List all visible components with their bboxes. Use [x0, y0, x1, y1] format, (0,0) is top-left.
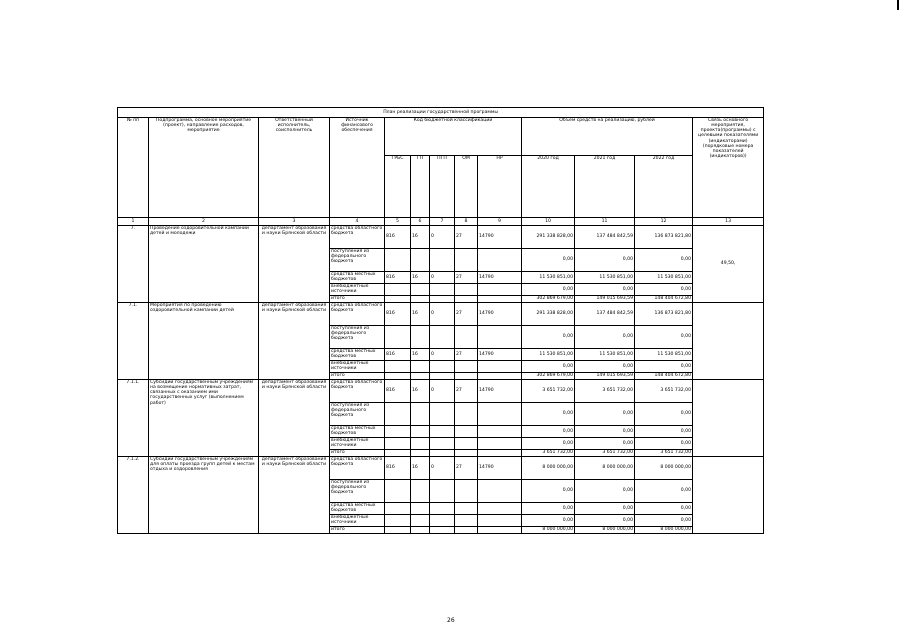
kbk-nr	[478, 503, 522, 515]
amount-2020: 0,00	[522, 403, 575, 426]
header-source: Источник финансового обеспечения	[330, 118, 385, 218]
amount-2022: 3 651 732,00	[635, 450, 693, 457]
funding-source: внебюджетные источники	[330, 438, 385, 450]
row-number: 7.1.1.	[118, 380, 149, 457]
header-grbs: ГРБС	[385, 156, 411, 218]
kbk-grbs	[385, 361, 411, 373]
kbk-om	[455, 296, 478, 303]
colnum: 2	[149, 218, 259, 226]
kbk-gp	[411, 326, 430, 349]
funding-source: поступления из федерального бюджета	[330, 249, 385, 272]
kbk-om	[455, 284, 478, 296]
kbk-gp: 16	[411, 226, 430, 249]
amount-2020: 291 338 828,00	[522, 303, 575, 326]
activity-name: Субсидии государственным учреждениям на возмещение нормативных затрат, связанных с оказанием ими государственных услуг (выполнением работ)	[149, 380, 259, 457]
kbk-om: 27	[455, 303, 478, 326]
colnum: 8	[455, 218, 478, 226]
amount-2022: 136 873 821,80	[635, 226, 693, 249]
indicator-link: 49,50,	[693, 226, 764, 303]
colnum: 6	[411, 218, 430, 226]
executor: департамент образования и науки Брянской области	[259, 303, 330, 380]
amount-2021: 149 015 693,59	[575, 373, 635, 380]
column-number-row	[118, 218, 764, 226]
kbk-nr	[478, 326, 522, 349]
kbk-gp: 16	[411, 380, 430, 403]
kbk-grbs	[385, 284, 411, 296]
kbk-pgp: 0	[430, 272, 455, 284]
kbk-pgp	[430, 503, 455, 515]
kbk-nr: 14790	[478, 272, 522, 284]
header-gp: ГП	[411, 156, 430, 218]
kbk-pgp	[430, 515, 455, 527]
amount-2020: 11 530 851,00	[522, 272, 575, 284]
amount-2021: 8 000 000,00	[575, 457, 635, 480]
header-volume: Объём средств на реализацию, рублей	[522, 118, 693, 156]
kbk-om: 27	[455, 380, 478, 403]
funding-source: средства областного бюджета	[330, 457, 385, 480]
amount-2021: 0,00	[575, 426, 635, 438]
table-row	[118, 226, 764, 249]
header-name: Подпрограмма, основное мероприятие (проект), направление расходов, мероприятие	[149, 118, 259, 218]
amount-2021: 137 484 842,59	[575, 226, 635, 249]
header-executor: Ответственный исполнитель, соисполнитель	[259, 118, 330, 218]
funding-source: средства местных бюджетов	[330, 503, 385, 515]
amount-2022: 0,00	[635, 326, 693, 349]
amount-2020: 0,00	[522, 438, 575, 450]
amount-2022: 8 000 000,00	[635, 527, 693, 534]
amount-2021: 0,00	[575, 249, 635, 272]
kbk-gp	[411, 438, 430, 450]
kbk-grbs	[385, 503, 411, 515]
kbk-pgp	[430, 403, 455, 426]
amount-2020: 0,00	[522, 503, 575, 515]
indicator-link	[693, 457, 764, 534]
kbk-om: 27	[455, 226, 478, 249]
row-number: 7.	[118, 226, 149, 303]
kbk-nr	[478, 373, 522, 380]
amount-2021: 0,00	[575, 403, 635, 426]
kbk-nr	[478, 361, 522, 373]
kbk-nr: 14790	[478, 349, 522, 361]
kbk-om	[455, 373, 478, 380]
kbk-nr: 14790	[478, 303, 522, 326]
header-pgp: ПГП	[430, 156, 455, 218]
amount-2022: 3 651 732,00	[635, 380, 693, 403]
amount-2021: 149 015 693,59	[575, 296, 635, 303]
kbk-nr: 14790	[478, 380, 522, 403]
kbk-gp	[411, 403, 430, 426]
amount-2020: 0,00	[522, 515, 575, 527]
kbk-grbs	[385, 403, 411, 426]
kbk-pgp	[430, 284, 455, 296]
colnum: 5	[385, 218, 411, 226]
amount-2022: 0,00	[635, 403, 693, 426]
kbk-om: 27	[455, 349, 478, 361]
executor: департамент образования и науки Брянской области	[259, 226, 330, 303]
amount-2021: 0,00	[575, 361, 635, 373]
kbk-grbs	[385, 515, 411, 527]
kbk-grbs	[385, 326, 411, 349]
kbk-gp	[411, 373, 430, 380]
amount-2022: 0,00	[635, 426, 693, 438]
amount-2021: 0,00	[575, 515, 635, 527]
amount-2020: 8 000 000,00	[522, 527, 575, 534]
kbk-nr	[478, 480, 522, 503]
indicator-link	[693, 303, 764, 380]
amount-2020: 8 000 000,00	[522, 457, 575, 480]
kbk-om: 27	[455, 457, 478, 480]
header-om: ОМ	[455, 156, 478, 218]
funding-source: внебюджетные источники	[330, 361, 385, 373]
kbk-pgp: 0	[430, 380, 455, 403]
table-row	[118, 303, 764, 326]
amount-2020: 0,00	[522, 284, 575, 296]
amount-2020: 0,00	[522, 480, 575, 503]
amount-2020: 291 338 828,00	[522, 226, 575, 249]
funding-source: поступления из федерального бюджета	[330, 403, 385, 426]
kbk-grbs: 816	[385, 272, 411, 284]
kbk-gp	[411, 296, 430, 303]
kbk-om	[455, 361, 478, 373]
kbk-gp	[411, 527, 430, 534]
kbk-om	[455, 527, 478, 534]
kbk-pgp: 0	[430, 303, 455, 326]
colnum: 9	[478, 218, 522, 226]
program-plan-table	[117, 107, 764, 534]
kbk-nr	[478, 403, 522, 426]
funding-source: средства местных бюджетов	[330, 272, 385, 284]
kbk-om	[455, 326, 478, 349]
kbk-gp	[411, 503, 430, 515]
amount-2020: 0,00	[522, 326, 575, 349]
kbk-gp	[411, 480, 430, 503]
kbk-om	[455, 403, 478, 426]
activity-name: Субсидии государственным учреждениям для оплаты проезда групп детей к местам отдыха и оздоровления	[149, 457, 259, 534]
funding-source: внебюджетные источники	[330, 515, 385, 527]
page-number: 26	[447, 617, 455, 624]
kbk-gp: 16	[411, 457, 430, 480]
kbk-gp	[411, 426, 430, 438]
kbk-nr	[478, 284, 522, 296]
kbk-nr	[478, 527, 522, 534]
kbk-pgp	[430, 361, 455, 373]
header-num: № пп	[118, 118, 149, 218]
amount-2021: 11 530 851,00	[575, 272, 635, 284]
amount-2020: 3 651 732,00	[522, 380, 575, 403]
kbk-grbs	[385, 527, 411, 534]
kbk-grbs: 816	[385, 303, 411, 326]
amount-2021: 0,00	[575, 284, 635, 296]
kbk-om	[455, 515, 478, 527]
colnum: 10	[522, 218, 575, 226]
row-number: 7.1.2.	[118, 457, 149, 534]
header-nr: НР	[478, 156, 522, 218]
funding-source: средства областного бюджета	[330, 303, 385, 326]
kbk-pgp: 0	[430, 349, 455, 361]
colnum: 7	[430, 218, 455, 226]
kbk-pgp	[430, 450, 455, 457]
amount-2022: 148 404 672,80	[635, 373, 693, 380]
funding-source: поступления из федерального бюджета	[330, 326, 385, 349]
kbk-gp	[411, 450, 430, 457]
plan-body	[118, 226, 764, 534]
header-indicator-link: Связь основного мероприятия, проекта(программы) с целевыми показателями (индикаторами) (порядковые номера показателей (индикаторов))	[693, 118, 764, 218]
amount-2021: 0,00	[575, 503, 635, 515]
indicator-link	[693, 380, 764, 457]
kbk-pgp	[430, 480, 455, 503]
kbk-om	[455, 438, 478, 450]
funding-source: средства областного бюджета	[330, 380, 385, 403]
kbk-pgp	[430, 296, 455, 303]
kbk-pgp	[430, 527, 455, 534]
amount-2022: 0,00	[635, 361, 693, 373]
kbk-om	[455, 480, 478, 503]
amount-2020: 3 651 732,00	[522, 450, 575, 457]
kbk-gp	[411, 249, 430, 272]
page-edge-mark	[897, 0, 899, 10]
amount-2022: 11 530 851,00	[635, 349, 693, 361]
funding-source: внебюджетные источники	[330, 284, 385, 296]
amount-2020: 302 869 679,00	[522, 296, 575, 303]
kbk-grbs: 816	[385, 349, 411, 361]
kbk-gp	[411, 284, 430, 296]
kbk-gp	[411, 515, 430, 527]
amount-2022: 8 000 000,00	[635, 457, 693, 480]
kbk-gp	[411, 361, 430, 373]
amount-2021: 0,00	[575, 438, 635, 450]
amount-2022: 11 530 851,00	[635, 272, 693, 284]
kbk-grbs: 816	[385, 380, 411, 403]
amount-2022: 0,00	[635, 438, 693, 450]
kbk-pgp	[430, 249, 455, 272]
colnum: 11	[575, 218, 635, 226]
funding-source: средства местных бюджетов	[330, 426, 385, 438]
amount-2020: 0,00	[522, 249, 575, 272]
funding-source: итого	[330, 450, 385, 457]
funding-source: средства местных бюджетов	[330, 349, 385, 361]
kbk-om	[455, 450, 478, 457]
amount-2021: 0,00	[575, 480, 635, 503]
activity-name: Мероприятия по проведению оздоровительной кампании детей	[149, 303, 259, 380]
kbk-grbs	[385, 296, 411, 303]
funding-source: поступления из федерального бюджета	[330, 480, 385, 503]
header-kbk: Код бюджетной классификации	[385, 118, 522, 156]
kbk-grbs	[385, 450, 411, 457]
kbk-nr	[478, 450, 522, 457]
kbk-nr	[478, 438, 522, 450]
amount-2021: 137 484 842,59	[575, 303, 635, 326]
amount-2022: 0,00	[635, 503, 693, 515]
amount-2022: 148 404 672,80	[635, 296, 693, 303]
kbk-nr	[478, 296, 522, 303]
amount-2022: 136 873 821,80	[635, 303, 693, 326]
amount-2021: 3 651 732,00	[575, 450, 635, 457]
kbk-pgp	[430, 326, 455, 349]
amount-2021: 8 000 000,00	[575, 527, 635, 534]
header-year-2022: 2022 год	[635, 156, 693, 218]
funding-source: итого	[330, 373, 385, 380]
executor: департамент образования и науки Брянской области	[259, 380, 330, 457]
kbk-grbs	[385, 249, 411, 272]
amount-2022: 0,00	[635, 284, 693, 296]
colnum: 1	[118, 218, 149, 226]
kbk-grbs	[385, 438, 411, 450]
header-year-2020: 2020 год	[522, 156, 575, 218]
kbk-pgp	[430, 373, 455, 380]
funding-source: итого	[330, 296, 385, 303]
header-year-2021: 2021 год	[575, 156, 635, 218]
kbk-om	[455, 426, 478, 438]
table-row	[118, 380, 764, 403]
table-row	[118, 457, 764, 480]
kbk-nr: 14790	[478, 226, 522, 249]
kbk-grbs: 816	[385, 457, 411, 480]
amount-2021: 0,00	[575, 326, 635, 349]
amount-2020: 302 869 679,00	[522, 373, 575, 380]
kbk-pgp: 0	[430, 226, 455, 249]
funding-source: итого	[330, 527, 385, 534]
kbk-nr	[478, 426, 522, 438]
executor: департамент образования и науки Брянской области	[259, 457, 330, 534]
amount-2022: 0,00	[635, 249, 693, 272]
kbk-om: 27	[455, 272, 478, 284]
kbk-gp: 16	[411, 349, 430, 361]
activity-name: Проведение оздоровительной кампании детей и молодежи	[149, 226, 259, 303]
amount-2021: 11 530 851,00	[575, 349, 635, 361]
kbk-pgp: 0	[430, 457, 455, 480]
kbk-om	[455, 503, 478, 515]
kbk-gp: 16	[411, 272, 430, 284]
row-number: 7.1.	[118, 303, 149, 380]
kbk-gp: 16	[411, 303, 430, 326]
kbk-grbs	[385, 373, 411, 380]
colnum: 3	[259, 218, 330, 226]
table-caption: План реализации государственной программы	[118, 108, 764, 118]
kbk-grbs: 816	[385, 226, 411, 249]
kbk-grbs	[385, 426, 411, 438]
amount-2020: 0,00	[522, 361, 575, 373]
colnum: 13	[693, 218, 764, 226]
amount-2022: 0,00	[635, 480, 693, 503]
amount-2020: 0,00	[522, 426, 575, 438]
amount-2021: 3 651 732,00	[575, 380, 635, 403]
colnum: 12	[635, 218, 693, 226]
kbk-nr	[478, 249, 522, 272]
colnum: 4	[330, 218, 385, 226]
kbk-om	[455, 249, 478, 272]
kbk-pgp	[430, 426, 455, 438]
kbk-grbs	[385, 480, 411, 503]
kbk-pgp	[430, 438, 455, 450]
kbk-nr	[478, 515, 522, 527]
funding-source: средства областного бюджета	[330, 226, 385, 249]
kbk-nr: 14790	[478, 457, 522, 480]
amount-2020: 11 530 851,00	[522, 349, 575, 361]
amount-2022: 0,00	[635, 515, 693, 527]
